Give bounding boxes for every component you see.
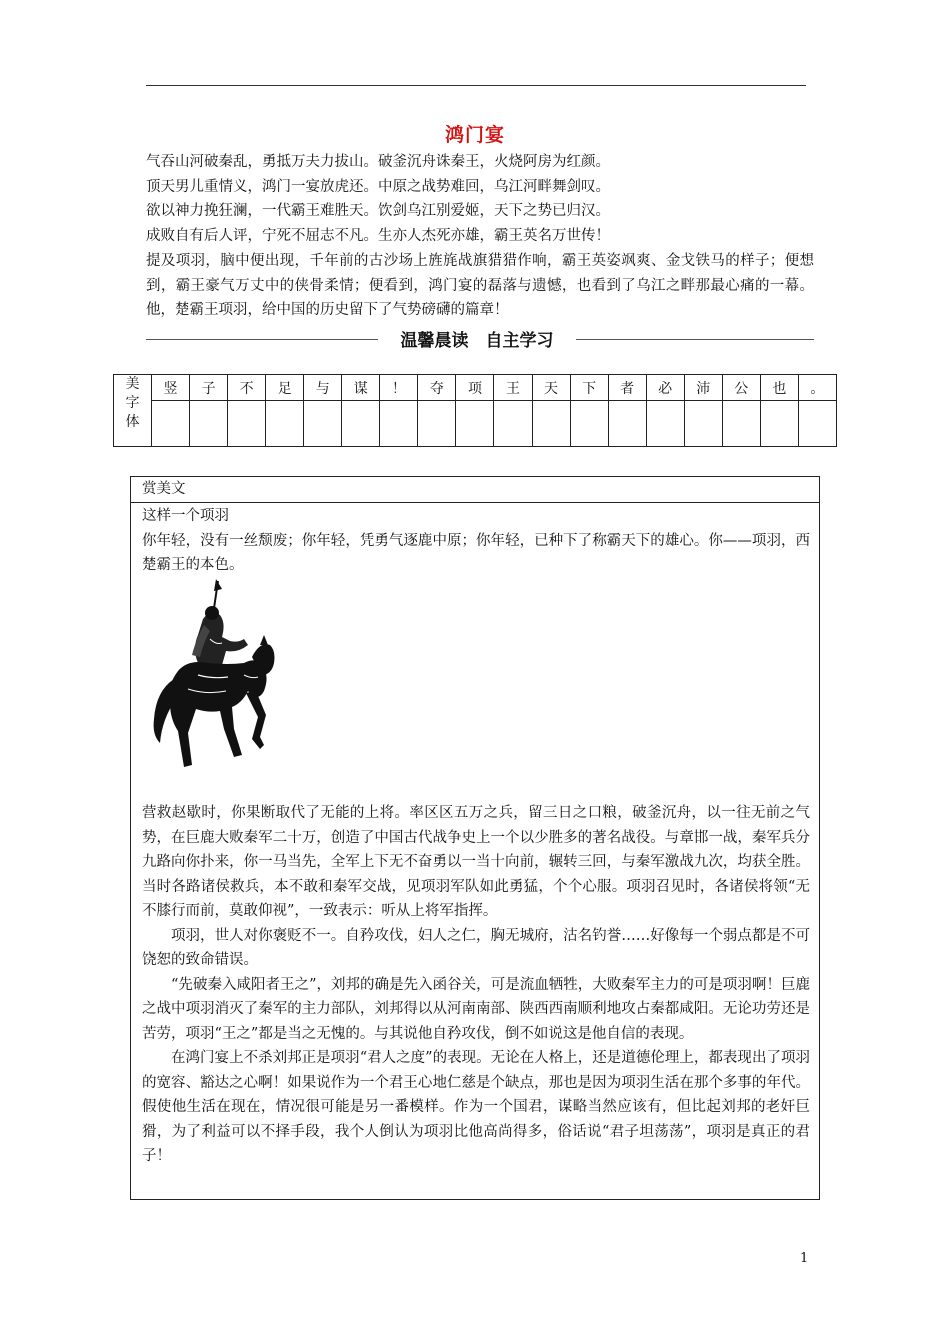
char-cell: 者: [608, 375, 646, 401]
practice-cell: [494, 401, 532, 447]
intro-paragraph: 提及项羽，脑中便出现，千年前的古沙场上旌旄战旗猎猎作响，霸王英姿飒爽、金戈铁马的样子；便想到，霸王豪气万丈中的侠骨柔情；便看到，鸿门宴的磊落与遗憾，也看到了乌江之畔那最心痛的一幕。他，楚霸王项羽，给中国的历史留下了气势磅礴的篇章！: [146, 253, 814, 318]
appreciation-heading: [131, 477, 819, 503]
practice-cell: [570, 401, 608, 447]
char-cell: 竖: [152, 375, 190, 401]
table-label-mid: 字: [125, 395, 140, 411]
banner-rule-right: [576, 339, 814, 340]
essay-opening: 你年轻，没有一丝颓废；你年轻，凭勇气逐鹿中原；你年轻，已种下了称霸天下的雄心。你——项羽，西楚霸王的本色。: [142, 532, 810, 573]
header-rule: [146, 85, 806, 86]
char-cell: 沛: [684, 375, 722, 401]
char-cell: 下: [570, 375, 608, 401]
practice-cell: [532, 401, 570, 447]
essay-paragraph: “先破秦入咸阳者王之”，刘邦的确是先入函谷关，可是流血牺牲，大败秦军主力的可是项羽啊！巨鹿之战中项羽消灭了秦军的主力部队，刘邦得以从河南南部、陕西西南顺利地攻占秦都咸阳。无论功劳还是苦劳，项羽“王之”都是当之无愧的。与其说他自矜攻伐，倒不如说这是他自信的表现。: [142, 976, 810, 1042]
essay-subtitle: 这样一个项羽: [142, 508, 229, 524]
practice-cell: [456, 401, 494, 447]
table-label: [114, 375, 152, 447]
essay-paragraph: 项羽，世人对你褒贬不一。自矜攻伐，妇人之仁，胸无城府，沽名钓誉……好像每一个弱点都是不可饶恕的致命错误。: [142, 927, 810, 968]
char-cell: 必: [646, 375, 684, 401]
practice-cell: [342, 401, 380, 447]
appreciation-box: [130, 476, 820, 1200]
practice-cell: [798, 401, 836, 447]
char-cell: 夺: [418, 375, 456, 401]
table-label-top: 美: [125, 376, 140, 392]
practice-cell: [646, 401, 684, 447]
page-number: 1: [800, 1251, 809, 1266]
appreciation-intro: [142, 504, 810, 578]
banner-rule-left: [146, 339, 378, 340]
char-cell: 子: [190, 375, 228, 401]
page-title: 鸿门宴: [444, 124, 505, 146]
char-cell: 天: [532, 375, 570, 401]
practice-row: [114, 401, 837, 447]
char-cell: 公: [722, 375, 760, 401]
essay-paragraph: 在鸿门宴上不杀刘邦正是项羽“君人之度”的表现。无论在人格上，还是道德伦理上，都表现出了项羽的宽容、豁达之心啊！如果说作为一个君王心地仁慈是个缺点，那也是因为项羽生活在那个多事的年代。假使他生活在现在，情况很可能是另一番模样。作为一个国君，谋略当然应该有，但比起刘邦的老奸巨猾，为了利益可以不择手段，我个人倒认为项羽比他高尚得多，俗话说“君子坦荡荡”，项羽是真正的君子！: [142, 1050, 810, 1164]
char-cell: 。: [798, 375, 836, 401]
banner-text: 温馨晨读 自主学习: [400, 331, 554, 351]
section-banner: [146, 326, 814, 350]
poem-line: 欲以神力挽狂澜，一代霸王难胜天。饮剑乌江别爱姬，天下之势已归汉。: [146, 203, 610, 219]
essay-body: [142, 801, 810, 1169]
char-cell: 足: [266, 375, 304, 401]
char-row: [114, 375, 837, 401]
mounted-warrior-illustration-icon: [148, 579, 278, 779]
char-cell: 也: [760, 375, 798, 401]
appreciation-heading-text: 赏美文: [142, 481, 186, 497]
practice-cell: [684, 401, 722, 447]
practice-cell: [760, 401, 798, 447]
poem-line: 成败自有后人评，宁死不屈志不凡。生亦人杰死亦雄，霸王英名万世传！: [146, 227, 610, 244]
char-cell: 谋: [342, 375, 380, 401]
calligraphy-practice-table: [113, 374, 837, 447]
practice-cell: [722, 401, 760, 447]
practice-cell: [608, 401, 646, 447]
poem: [146, 150, 816, 248]
practice-cell: [380, 401, 418, 447]
practice-cell: [152, 401, 190, 447]
table-label-bottom: 体: [125, 414, 140, 430]
char-cell: 不: [228, 375, 266, 401]
essay-paragraph: 营救赵歇时，你果断取代了无能的上将。率区区五万之兵，留三日之口粮，破釜沉舟，以一往无前之气势，在巨鹿大败秦军二十万，创造了中国古代战争史上一个以少胜多的著名战役。与章邯一战，秦军兵分九路向你扑来，你一马当先，全军上下无不奋勇以一当十向前，辗转三回，与秦军激战九次，均获全胜。当时各路诸侯救兵，本不敢和秦军交战，见项羽军队如此勇猛，个个心服。项羽召见时，各诸侯将领“无不膝行而前，莫敢仰视”，一致表示：听从上将军指挥。: [142, 805, 810, 919]
practice-cell: [266, 401, 304, 447]
char-cell: 与: [304, 375, 342, 401]
char-cell: 王: [494, 375, 532, 401]
practice-cell: [304, 401, 342, 447]
char-cell: 项: [456, 375, 494, 401]
poem-line: 顶天男儿重情义，鸿门一宴放虎还。中原之战势难回，乌江河畔舞剑叹。: [146, 178, 610, 195]
poem-line: 气吞山河破秦乱，勇抵万夫力拔山。破釜沉舟诛秦王，火烧阿房为红颜。: [146, 154, 610, 170]
practice-cell: [418, 401, 456, 447]
practice-cell: [228, 401, 266, 447]
char-cell: ！: [380, 375, 418, 401]
practice-cell: [190, 401, 228, 447]
